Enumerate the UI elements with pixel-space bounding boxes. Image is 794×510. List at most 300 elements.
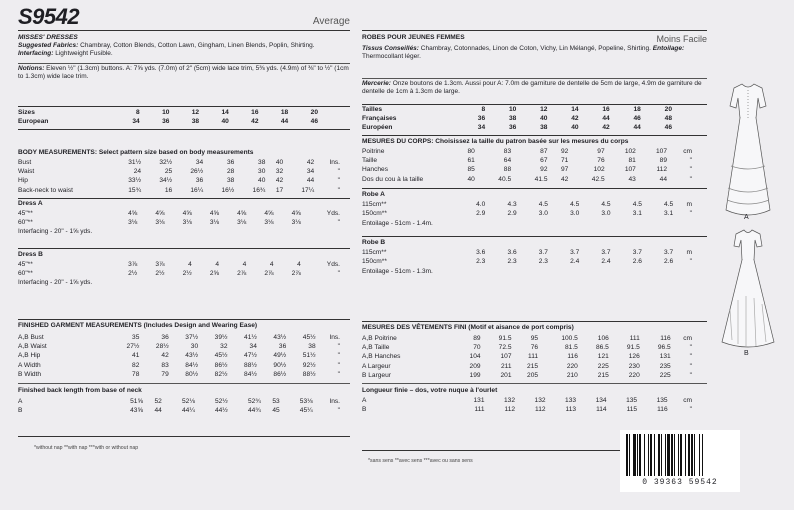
cell-value: 41 xyxy=(132,352,140,360)
dress-b-title: Dress B xyxy=(18,251,43,258)
cell-value: 88 xyxy=(503,166,512,174)
cell-value: 80½ xyxy=(185,370,199,378)
cell-value: " xyxy=(337,361,340,369)
cell-value: 16 xyxy=(602,106,610,113)
row-label: Waist xyxy=(18,168,35,176)
cell-value: 225 xyxy=(597,362,609,370)
cell-value: 209 xyxy=(469,362,481,370)
table-row xyxy=(18,186,340,195)
barcode-bar xyxy=(650,434,652,476)
cell-value: 52½ xyxy=(214,398,228,405)
finished-measurements-title: FINISHED GARMENT MEASUREMENTS (Includes Design and Wearing Ease) xyxy=(18,322,258,329)
barcode-bar xyxy=(665,434,666,476)
robe-b-interfacing: Entoilage - 51cm - 1.3m. xyxy=(362,268,433,275)
cell-value: 79 xyxy=(161,370,169,378)
cell-value: 4⅝ xyxy=(209,210,219,217)
cell-value: 106 xyxy=(597,335,609,342)
cell-value: Ins. xyxy=(329,398,340,405)
cell-value: 53⅛ xyxy=(299,398,313,405)
cell-value: 112 xyxy=(535,406,546,414)
table-row xyxy=(18,361,340,370)
row-label: B Largeur xyxy=(362,371,391,379)
cell-value: " xyxy=(337,219,340,227)
cell-value: 34 xyxy=(195,159,204,166)
dress-a-yardage-table xyxy=(18,209,340,227)
cell-value: 92 xyxy=(540,166,548,174)
cell-value: 3.6 xyxy=(507,249,517,256)
cell-value: 230 xyxy=(628,362,640,370)
barcode-bar xyxy=(671,434,673,476)
cell-value: 40 xyxy=(221,118,229,126)
cell-value: 95 xyxy=(530,335,539,342)
cell-value: 76 xyxy=(597,157,605,165)
cell-value: 42 xyxy=(161,352,169,360)
table-row xyxy=(362,371,692,380)
cell-value: 135 xyxy=(656,397,668,404)
barcode-bar xyxy=(661,434,662,476)
cell-value: 114 xyxy=(596,406,607,414)
cell-value: 40.5 xyxy=(498,175,512,183)
cell-value: 4 xyxy=(297,261,301,268)
cell-value: 2.3 xyxy=(476,258,486,266)
table-row xyxy=(18,176,340,185)
cell-value: 90½ xyxy=(273,361,287,369)
cell-value: 52⅛ xyxy=(181,398,195,405)
cell-value: 81.5 xyxy=(565,344,578,352)
table-row xyxy=(18,117,318,126)
cell-value: 4⅝ xyxy=(237,210,247,217)
cell-value: 4 xyxy=(269,261,274,268)
row-label: Tailles xyxy=(362,106,383,113)
cell-value: 4 xyxy=(242,261,247,268)
barcode-bar xyxy=(648,434,649,476)
cell-value: 83 xyxy=(161,361,169,369)
body-measurements-title: BODY MEASUREMENTS: Select pattern size based on body measurements xyxy=(18,149,254,156)
body-measurements-table-fr xyxy=(362,147,692,184)
cell-value: " xyxy=(689,175,692,183)
cell-value: 18 xyxy=(280,109,289,116)
barcode-number: 0 39363 59542 xyxy=(642,478,718,487)
barcode-bar xyxy=(644,434,645,476)
cell-value: 53 xyxy=(272,398,280,405)
barcode-bar xyxy=(680,434,682,476)
cell-value: 4⅝ xyxy=(182,210,192,217)
cell-value: 36 xyxy=(161,334,169,341)
cell-value: 42 xyxy=(560,175,569,183)
cell-value: 112 xyxy=(504,406,516,414)
cell-value: 40 xyxy=(571,124,579,132)
cell-value: " xyxy=(337,270,340,278)
cell-value: 16 xyxy=(164,186,173,194)
cell-value: 86.5 xyxy=(595,344,609,352)
cell-value: 4 xyxy=(188,261,192,268)
cell-value: " xyxy=(337,177,340,185)
table-row xyxy=(18,406,340,415)
cell-value: 36 xyxy=(226,159,235,166)
cell-value: 210 xyxy=(566,371,578,379)
cell-value: " xyxy=(337,407,340,415)
cell-value: 42 xyxy=(571,115,579,123)
cell-value: 32 xyxy=(275,168,284,176)
cell-value: 97 xyxy=(597,148,605,155)
cell-value: 131 xyxy=(659,353,671,361)
row-label: Sizes xyxy=(18,109,35,116)
cell-value: 3⅛ xyxy=(237,219,247,227)
cell-value: 84½ xyxy=(244,370,257,378)
cell-value: " xyxy=(337,370,340,378)
cell-value: 4⅝ xyxy=(155,210,165,217)
cell-value: 84½ xyxy=(185,361,199,369)
table-row xyxy=(362,352,692,361)
cell-value: 4.3 xyxy=(507,201,517,208)
barcode xyxy=(620,430,740,492)
cell-value: 25 xyxy=(164,168,173,176)
cell-value: " xyxy=(689,406,692,414)
cell-value: 235 xyxy=(659,362,671,370)
cell-value: 2⅞ xyxy=(237,270,247,278)
barcode-bar xyxy=(633,434,636,476)
cell-value: 113 xyxy=(565,406,577,414)
table-row xyxy=(362,114,672,123)
cell-value: 61 xyxy=(467,157,475,165)
row-label: 150cm** xyxy=(362,258,387,266)
cell-value: 3⅛ xyxy=(264,219,274,227)
dress-a-interfacing: Interfacing - 20" - 1⅝ yds. xyxy=(18,228,93,235)
cell-value: 44 xyxy=(633,124,641,132)
table-row xyxy=(362,257,692,266)
cell-value: 3.0 xyxy=(538,210,548,218)
body-measurements-table xyxy=(18,158,340,195)
barcode-bar xyxy=(658,434,660,476)
cell-value: 40 xyxy=(258,177,266,185)
barcode-bars xyxy=(626,434,734,476)
cell-value: 134 xyxy=(595,397,607,404)
cell-value: 111 xyxy=(474,406,485,414)
cell-value: 46 xyxy=(310,118,318,126)
cell-value: 3⅛ xyxy=(209,219,219,227)
cell-value: 34 xyxy=(477,124,486,132)
cell-value: 135 xyxy=(626,397,638,404)
row-label: B xyxy=(362,406,367,414)
cell-value: 42 xyxy=(251,118,259,126)
table-row xyxy=(18,397,340,406)
cell-value: 102 xyxy=(593,166,605,174)
cell-value: 4.5 xyxy=(601,201,611,208)
pattern-number: S9542 xyxy=(18,4,80,29)
difficulty-level: Average xyxy=(312,16,350,27)
cell-value: 3.7 xyxy=(601,249,611,256)
cell-value: 72.5 xyxy=(498,344,512,352)
cell-value: 89 xyxy=(659,157,668,165)
table-row xyxy=(18,342,340,351)
cell-value: 38 xyxy=(191,118,200,126)
cell-value: 52¾ xyxy=(247,398,261,405)
cell-value: 82½ xyxy=(214,370,228,378)
table-row xyxy=(362,123,672,132)
barcode-bar xyxy=(678,434,679,476)
cell-value: 3.1 xyxy=(664,210,674,218)
cell-value: 31½ xyxy=(128,159,142,166)
cell-value: 16¾ xyxy=(252,186,266,194)
cell-value: " xyxy=(689,344,692,352)
dress-a-title: Dress A xyxy=(18,200,43,207)
cell-value: 2⅞ xyxy=(264,270,274,278)
size-table-fr xyxy=(362,105,672,133)
size-table xyxy=(18,108,318,126)
cell-value: 44 xyxy=(306,177,315,185)
cell-value: 4.0 xyxy=(476,201,486,208)
cell-value: 4.5 xyxy=(632,201,642,208)
cell-value: 12 xyxy=(191,109,200,116)
row-label: 115cm** xyxy=(362,201,387,208)
cell-value: 16 xyxy=(251,109,259,116)
cell-value: cm xyxy=(683,148,692,155)
cell-value: 102 xyxy=(624,148,636,155)
cell-value: 45¼ xyxy=(299,407,313,415)
row-label: A,B Taille xyxy=(362,344,390,352)
cell-value: 225 xyxy=(659,371,671,379)
cell-value: " xyxy=(337,352,340,360)
cell-value: 116 xyxy=(567,353,578,361)
row-label: 45"** xyxy=(18,261,33,268)
table-row xyxy=(18,333,340,342)
cell-value: 18 xyxy=(633,106,641,113)
cell-value: 15¾ xyxy=(128,186,142,194)
cell-value: " xyxy=(689,210,692,218)
row-label: Taille xyxy=(362,157,378,165)
row-label: Back-neck to waist xyxy=(18,186,73,194)
dress-b-yardage-table xyxy=(18,260,340,278)
cell-value: 8 xyxy=(136,109,140,116)
cell-value: " xyxy=(689,166,692,174)
cell-value: 40 xyxy=(275,159,284,166)
barcode-bar xyxy=(699,434,700,476)
cell-value: 32½ xyxy=(159,159,173,166)
cell-value: 49½ xyxy=(273,352,287,360)
cell-value: 112 xyxy=(656,166,668,174)
cell-value: 17 xyxy=(275,186,284,194)
cell-value: 47½ xyxy=(244,352,257,360)
cell-value: 199 xyxy=(469,371,481,379)
cell-value: 2.9 xyxy=(507,210,517,218)
cell-value: 36 xyxy=(477,115,486,123)
cell-value: 111 xyxy=(629,335,640,342)
cell-value: 205 xyxy=(527,371,539,379)
fabrics-text-fr: Tissus Conseillés: Chambray, Cotonnades, Linon de Coton, Vichy, Lin Mélangé, Popeline, Shirting. Entoilage: Thermocollant léger. xyxy=(362,45,685,61)
cell-value: 39½ xyxy=(214,334,228,341)
cell-value: 3.7 xyxy=(570,249,580,256)
row-label: 45"** xyxy=(18,210,33,217)
cell-value: 3.1 xyxy=(632,210,642,218)
cell-value: 45½ xyxy=(214,352,228,360)
cell-value: 67 xyxy=(540,157,548,165)
finished-length-title: Finished back length from base of neck xyxy=(18,387,142,394)
row-label: A,B Hip xyxy=(18,352,41,360)
cell-value: 116 xyxy=(657,406,668,414)
cell-value: 115 xyxy=(626,406,638,414)
notions-text: Notions: Eleven ½" (1.3cm) buttons. A: 7⅝ yds. (7.0m) of 2" (5cm) wide lace trim, 5⅜ yds. (4.9m) of ⅜" to ½" (1cm to 1.3cm) wide lace trim. xyxy=(18,65,349,81)
cell-value: 85 xyxy=(467,166,475,174)
cell-value: 132 xyxy=(534,397,546,404)
row-label: A,B Poitrine xyxy=(362,335,397,342)
robe-b-yardage-table xyxy=(362,248,692,266)
cell-value: 3⅞ xyxy=(155,261,165,268)
cell-value: 35 xyxy=(132,334,140,341)
cell-value: 132 xyxy=(504,397,516,404)
notions-text-fr: Mercerie: Onze boutons de 1.3cm. Aussi pour A: 7.0m de garniture de dentelle de 5cm de large, 4.9m de garniture de dentelle de 1cm à 1.3cm de large. xyxy=(362,80,702,96)
table-row xyxy=(362,334,692,343)
cell-value: 71 xyxy=(560,157,569,165)
cell-value: 215 xyxy=(527,362,539,370)
cell-value: 78 xyxy=(132,370,140,378)
cell-value: 4.5 xyxy=(570,201,580,208)
cell-value: 2½ xyxy=(182,270,192,278)
cell-value: 92½ xyxy=(302,361,316,369)
cell-value: 2.4 xyxy=(601,258,611,266)
cell-value: 32 xyxy=(220,343,228,351)
row-label: 115cm** xyxy=(362,249,387,256)
barcode-bar xyxy=(637,434,638,476)
cell-value: 88½ xyxy=(244,361,257,369)
row-label: B xyxy=(18,407,23,415)
cell-value: 2.4 xyxy=(570,258,580,266)
cell-value: 3.0 xyxy=(570,210,580,218)
cell-value: 43 xyxy=(628,175,636,183)
cell-value: 46 xyxy=(664,124,672,132)
finished-measurements-table xyxy=(18,333,340,379)
table-row xyxy=(18,370,340,379)
row-label: A xyxy=(362,397,367,404)
cell-value: 43⅝ xyxy=(130,407,143,415)
cell-value: 44¾ xyxy=(247,407,261,415)
robe-a-yardage-table xyxy=(362,200,692,218)
cell-value: 3.7 xyxy=(664,249,674,256)
cell-value: 52 xyxy=(154,398,162,405)
row-label: A xyxy=(18,398,23,405)
cell-value: 34 xyxy=(249,343,257,351)
cell-value: 116 xyxy=(660,335,671,342)
barcode-bar xyxy=(626,434,628,476)
cell-value: " xyxy=(689,353,692,361)
cell-value: 41½ xyxy=(244,334,257,341)
cell-value: 28½ xyxy=(155,343,169,351)
cell-value: 14 xyxy=(221,109,229,116)
cell-value: 34 xyxy=(132,118,140,126)
cell-value: 20 xyxy=(310,109,318,116)
barcode-bar xyxy=(674,434,675,476)
cell-value: 48 xyxy=(664,115,672,123)
cell-value: " xyxy=(689,258,692,266)
cell-value: 3.6 xyxy=(476,249,486,256)
cell-value: m xyxy=(686,249,692,256)
cell-value: 220 xyxy=(566,362,578,370)
cell-value: Yds. xyxy=(326,210,340,217)
cell-value: 96.5 xyxy=(657,344,671,352)
table-row xyxy=(362,343,692,352)
cell-value: 12 xyxy=(540,106,548,113)
cell-value: 107 xyxy=(656,148,668,155)
cell-value: " xyxy=(689,157,692,165)
barcode-bar xyxy=(639,434,641,476)
cell-value: 131 xyxy=(473,397,485,404)
cell-value: 36 xyxy=(195,177,204,185)
cell-value: 2½ xyxy=(128,270,138,278)
row-label: Européen xyxy=(362,124,393,132)
cell-value: 107 xyxy=(500,353,512,361)
cell-value: cm xyxy=(683,397,692,404)
table-row xyxy=(362,396,692,405)
table-row xyxy=(18,351,340,360)
cell-value: 10 xyxy=(162,109,170,116)
cell-value: 220 xyxy=(628,371,640,379)
cell-value: 45 xyxy=(272,407,280,415)
cell-value: 46 xyxy=(633,115,641,123)
cell-value: 42 xyxy=(306,159,315,166)
cell-value: 2.6 xyxy=(664,258,674,266)
table-row xyxy=(18,218,340,227)
cell-value: 2.3 xyxy=(507,258,517,266)
cell-value: 36 xyxy=(162,118,170,126)
cell-value: 3⅛ xyxy=(128,219,138,227)
finished-length-title-fr: Longueur finie – dos, votre nuque à l'ourlet xyxy=(362,387,498,394)
cell-value: 211 xyxy=(500,362,512,370)
cell-value: 28 xyxy=(226,168,235,176)
cell-value: 3.7 xyxy=(632,249,642,256)
row-label: Poitrine xyxy=(362,148,385,155)
cell-value: 70 xyxy=(473,344,481,352)
cell-value: 88½ xyxy=(302,370,316,378)
table-row xyxy=(362,405,692,414)
cell-value: 10 xyxy=(508,106,517,113)
table-row xyxy=(362,175,692,184)
cell-value: 38 xyxy=(508,115,517,123)
cell-value: Ins. xyxy=(329,334,340,341)
cell-value: 81 xyxy=(628,157,636,165)
table-row xyxy=(362,362,692,371)
cell-value: 38 xyxy=(226,177,235,185)
cell-value: 4.5 xyxy=(538,201,548,208)
view-b-label: B xyxy=(744,350,749,357)
row-label: 150cm** xyxy=(362,210,387,218)
table-row xyxy=(362,209,692,218)
cell-value: 2.6 xyxy=(632,258,642,266)
cell-value: 45½ xyxy=(302,334,316,341)
cell-value: 30 xyxy=(258,168,266,176)
cell-value: 34 xyxy=(306,168,315,176)
footnote-fr: *sans sens **avec sens ***avec ou sans sens xyxy=(368,458,473,464)
cell-value: cm xyxy=(683,335,692,342)
finished-measurements-title-fr: MESURES DES VÊTEMENTS FINI (Motif et aisance de port compris) xyxy=(362,324,574,331)
barcode-bar xyxy=(688,434,690,476)
cell-value: 3⅛ xyxy=(182,219,192,227)
table-row xyxy=(362,156,692,165)
cell-value: 44 xyxy=(602,115,610,123)
cell-value: 82 xyxy=(132,361,140,369)
cell-value: 42 xyxy=(275,177,284,185)
row-label: Bust xyxy=(18,159,32,166)
cell-value: 44½ xyxy=(214,407,228,415)
row-label: B Width xyxy=(18,370,42,378)
cell-value: " xyxy=(337,168,340,176)
cell-value: 24 xyxy=(133,168,142,176)
robe-a-interfacing: Entoilage - 51cm - 1.4m. xyxy=(362,220,433,227)
dress-b-interfacing: Interfacing - 20" - 1⅝ yds. xyxy=(18,279,93,286)
cell-value: 38 xyxy=(308,343,316,351)
barcode-bar xyxy=(667,434,670,476)
barcode-bar xyxy=(654,434,655,476)
cell-value: 100.5 xyxy=(561,335,578,342)
table-row xyxy=(362,165,692,174)
